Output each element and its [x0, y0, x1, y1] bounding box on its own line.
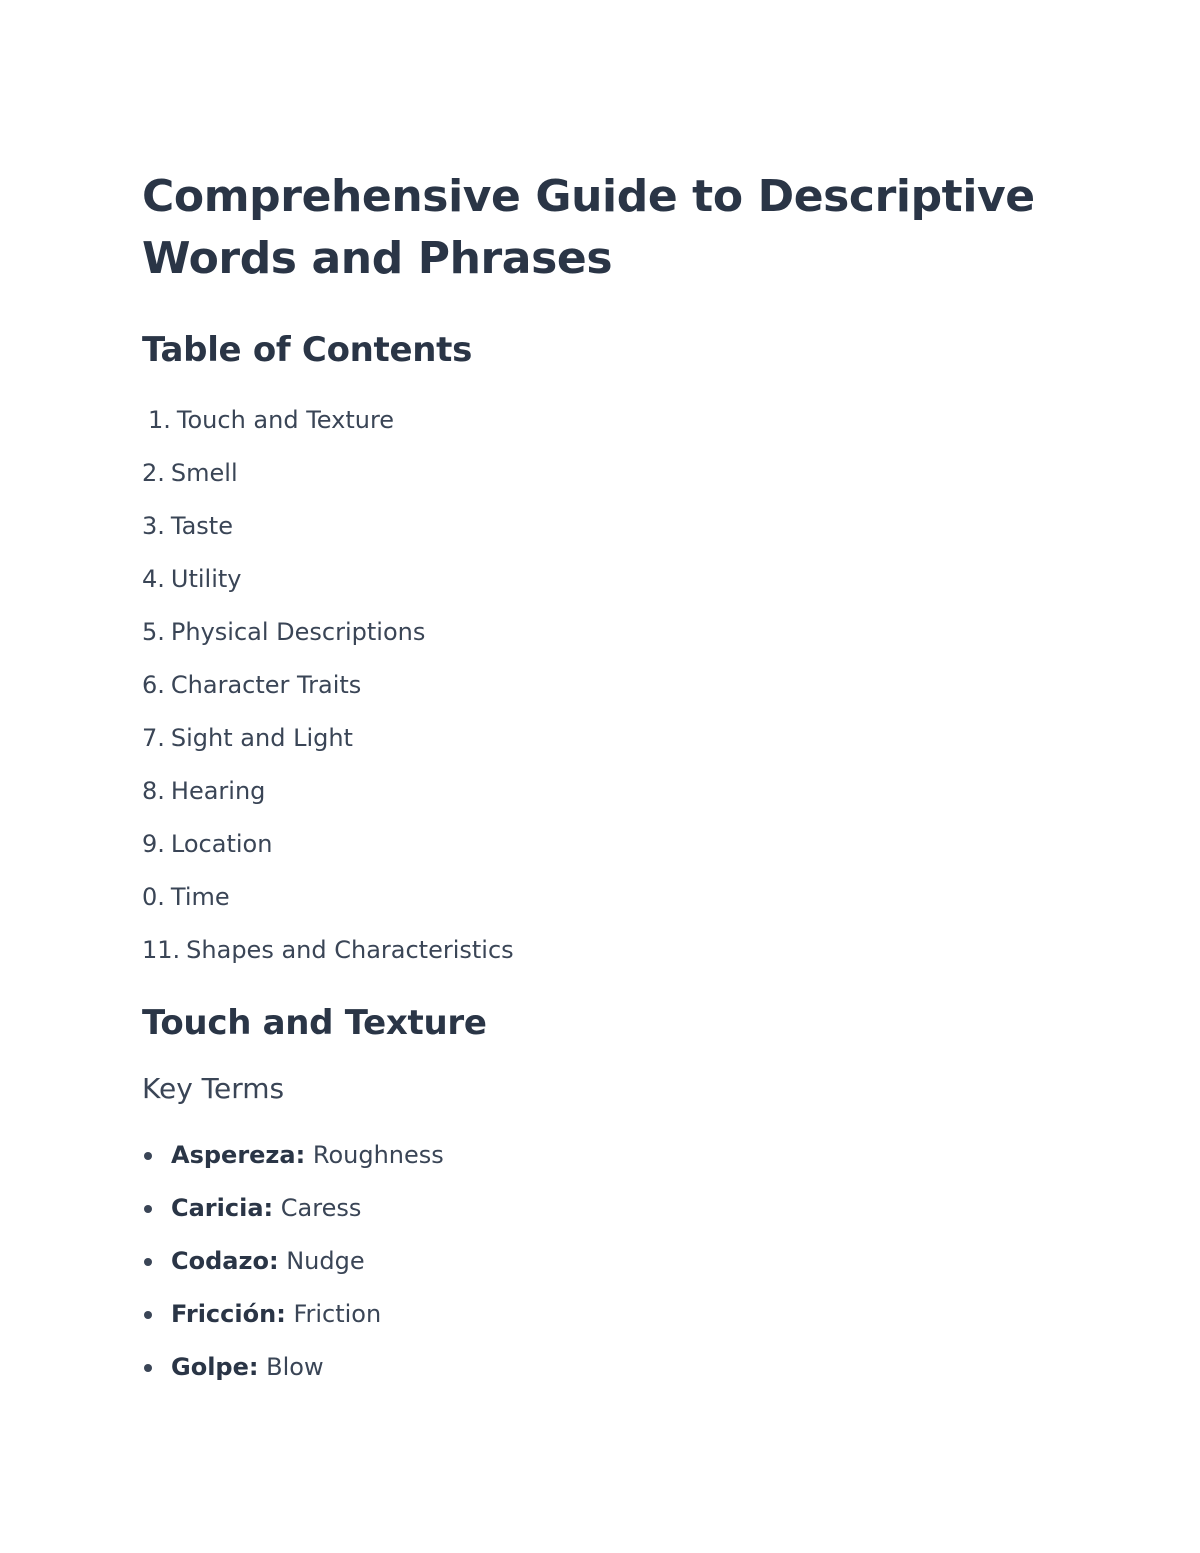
toc-item — [142, 924, 1060, 977]
toc-item-number: 1. — [148, 406, 171, 434]
list-item — [142, 1129, 1060, 1182]
term-meaning: Caress — [280, 1194, 362, 1222]
toc-item — [142, 818, 1060, 871]
term-meaning: Friction — [293, 1300, 382, 1328]
toc-item-number: 5. — [142, 618, 165, 646]
toc-heading: Table of Contents — [142, 330, 473, 370]
toc-item — [142, 394, 1060, 447]
bullet-icon — [144, 1311, 152, 1319]
toc-item — [142, 553, 1060, 606]
table-of-contents — [142, 394, 1060, 977]
bullet-icon — [144, 1364, 152, 1372]
toc-item — [142, 447, 1060, 500]
bullet-icon — [144, 1205, 152, 1213]
toc-item — [142, 500, 1060, 553]
toc-item-label: Hearing — [170, 777, 266, 805]
toc-item-label: Physical Descriptions — [170, 618, 426, 646]
bullet-icon — [144, 1258, 152, 1266]
section-heading-touch-and-texture: Touch and Texture — [142, 1003, 487, 1043]
term-word: Golpe: — [171, 1353, 259, 1381]
term-word: Fricción: — [171, 1300, 286, 1328]
toc-item-label: Utility — [170, 565, 242, 593]
toc-item-number: 2. — [142, 459, 165, 487]
toc-item-label: Shapes and Characteristics — [186, 936, 514, 964]
toc-item — [142, 712, 1060, 765]
list-item — [142, 1182, 1060, 1235]
document-title-line-1: Comprehensive Guide to Descriptive — [142, 171, 1035, 222]
toc-item-number: 6. — [142, 671, 165, 699]
toc-item-label: Smell — [170, 459, 238, 487]
toc-item-number: 3. — [142, 512, 165, 540]
toc-item-number: 4. — [142, 565, 165, 593]
toc-item-label: Sight and Light — [170, 724, 353, 752]
toc-item-label: Touch and Texture — [176, 406, 395, 434]
toc-item-number: 0. — [142, 883, 165, 911]
list-item — [142, 1288, 1060, 1341]
toc-item — [142, 606, 1060, 659]
toc-item-number: 8. — [142, 777, 165, 805]
bullet-icon — [144, 1152, 152, 1160]
toc-item-number: 11. — [142, 936, 181, 964]
toc-item-label: Location — [170, 830, 273, 858]
term-word: Caricia: — [171, 1194, 274, 1222]
toc-item-number: 9. — [142, 830, 165, 858]
toc-item-label: Time — [170, 883, 230, 911]
term-word: Codazo: — [171, 1247, 279, 1275]
term-meaning: Nudge — [286, 1247, 365, 1275]
term-meaning: Roughness — [312, 1141, 444, 1169]
list-item — [142, 1235, 1060, 1288]
toc-item — [142, 871, 1060, 924]
toc-item-label: Taste — [170, 512, 233, 540]
document-title — [142, 166, 1060, 290]
list-item — [142, 1341, 1060, 1394]
key-terms-list — [142, 1129, 1060, 1394]
key-terms-heading: Key Terms — [142, 1072, 285, 1105]
document-title-line-2: Words and Phrases — [142, 233, 613, 284]
term-meaning: Blow — [266, 1353, 324, 1381]
toc-item-label: Character Traits — [170, 671, 362, 699]
toc-item-number: 7. — [142, 724, 165, 752]
term-word: Aspereza: — [171, 1141, 306, 1169]
toc-item — [142, 765, 1060, 818]
toc-item — [142, 659, 1060, 712]
